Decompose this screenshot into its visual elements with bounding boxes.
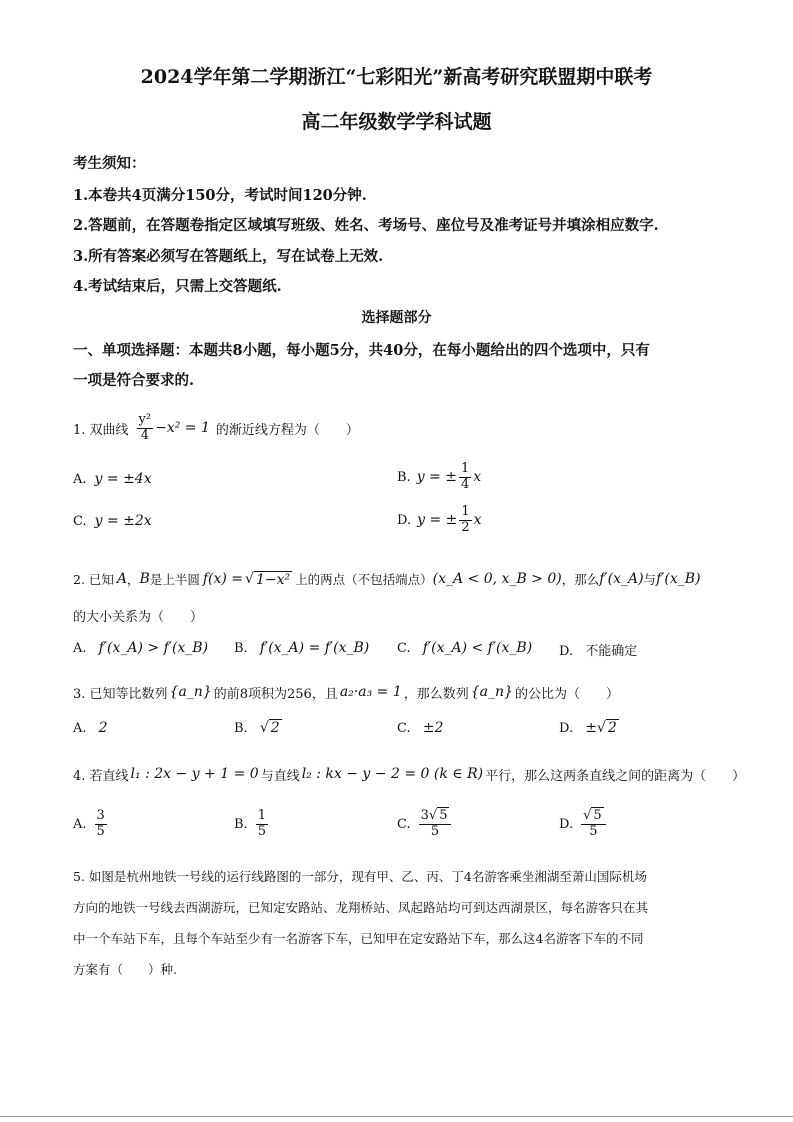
q4-d-fraction: $\frac{√ 5}{5}$ [581, 809, 606, 839]
option-label: B. [234, 721, 248, 736]
q3-b-sqrt: 2 [270, 720, 280, 736]
notice-item: 2.答题前，在答题卷指定区域填写班级、姓名、考场号、座位号及准考证号并填涂相应数字. [73, 217, 659, 234]
q2-point-a: A [116, 571, 128, 587]
q3-option-b: B. √ 2 [234, 720, 280, 736]
page-footer-divider [0, 1116, 793, 1117]
q1-eq-num: y² [138, 412, 152, 428]
q4-b-den: 5 [257, 823, 266, 839]
q1-option-a [73, 467, 152, 491]
q4-option-a [73, 804, 109, 844]
option-label: B. [234, 816, 248, 832]
option-label: A. [73, 471, 87, 487]
question-4-stem [73, 763, 745, 785]
q2-b-expr: f′(x_A) = f′(x_B) [259, 640, 370, 656]
q1-d-num: 1 [461, 504, 470, 520]
option-label: D. [559, 816, 574, 832]
notice-item: 4.考试结束后，只需上交答题纸. [73, 278, 282, 295]
q4-line2: l₂ : kx − y − 2 = 0 (k ∈ R) [301, 766, 484, 782]
q3-d-pre: ± [585, 720, 597, 736]
option-label: B. [234, 641, 248, 656]
q4-c-num-pre: 3 [420, 808, 429, 824]
q2-prefix: 2. 已知 [73, 572, 114, 587]
q1-equation [135, 413, 210, 443]
q2-point-b: B [139, 571, 150, 587]
option-label: C. [397, 721, 411, 736]
q3-prefix: 3. 已知等比数列 [73, 686, 168, 702]
question-1-stem [73, 402, 359, 454]
q4-option-d [559, 804, 608, 844]
q1-b-fraction [459, 462, 471, 492]
q3-mid1: 的前8项积为256，且 [213, 686, 338, 702]
q2-sep: ， [127, 572, 140, 587]
q1-b-var: x [473, 469, 482, 485]
question-2-stem: 2. 已知 A ， B 是上半圆 f(x) = √ 1−x² 上的两点（不包括端点） (x_A < 0, x_B > 0) ，那么 f′(x_A) 与 f′(x_B) [73, 571, 701, 588]
q1-suffix: 的渐近线方程为（ ） [215, 422, 359, 438]
question-5-line: 方案有（ ）种. [73, 962, 177, 977]
section-title: 选择题部分 [361, 310, 432, 326]
q2-option-a [73, 640, 208, 656]
q4-a-fraction [95, 809, 107, 839]
option-label: A. [73, 721, 87, 736]
q3-mid2: ，那么数列 [403, 686, 469, 702]
q1-c-expr: y = ±2x [94, 513, 152, 529]
q4-b-fraction [256, 809, 268, 839]
q4-c-den: 5 [430, 823, 440, 839]
q1-a-expr: y = ±4x [94, 471, 152, 487]
q3-seq2: {a_n} [470, 684, 513, 700]
q4-a-den: 5 [96, 823, 105, 839]
q3-option-c [397, 720, 443, 736]
notice-item: 3.所有答案必须写在答题纸上，写在试卷上无效. [73, 248, 384, 265]
q3-cond: a₂·a₃ = 1 [339, 684, 402, 700]
q4-suffix: 平行，那么这两条直线之间的距离为（ ） [485, 768, 746, 784]
q4-mid1: 与直线 [260, 768, 300, 784]
q2-cond: (x_A < 0, x_B > 0) [432, 571, 562, 587]
option-label: B. [397, 469, 411, 485]
q1-b-num: 1 [460, 461, 470, 477]
q1-eq-den: 4 [140, 427, 149, 443]
option-label: C. [397, 816, 411, 832]
q2-func: f(x) = [202, 571, 244, 587]
q1-eq-fraction [137, 413, 154, 443]
q1-d-fraction [459, 505, 471, 535]
q2-mid3: ，那么 [561, 572, 600, 587]
q2-d-text: 不能确定 [585, 644, 638, 659]
q2-option-b [234, 640, 369, 656]
q3-d-sqrt: 2 [607, 720, 617, 736]
option-label: D. [559, 721, 574, 736]
q4-a-num: 3 [96, 808, 105, 824]
q4-c-num-sqrt: 5 [439, 808, 448, 824]
notice-heading: 考生须知： [73, 155, 146, 172]
q4-d-den: 5 [589, 823, 598, 839]
q4-option-c [397, 804, 453, 844]
q3-a-expr: 2 [98, 720, 108, 736]
q2-fa: f′(x_A) [599, 571, 644, 587]
option-label: C. [397, 641, 411, 656]
q4-c-fraction: $\frac{3√ 5}{5}$ [419, 809, 452, 839]
q2-option-d [559, 640, 637, 659]
question-5-line: 5. 如图是杭州地铁一号线的运行线路图的一部分，现有甲、乙、丙、丁4名游客乘坐湘湖至萧山国际机场 [73, 869, 647, 884]
option-label: D. [559, 644, 574, 659]
q3-seq: {a_n} [169, 684, 212, 700]
option-label: C. [73, 513, 87, 529]
q1-b-den: 4 [460, 476, 470, 492]
q3-suffix: 的公比为（ ） [514, 686, 619, 702]
q1-d-lhs: y = ± [417, 512, 458, 528]
q2-sqrt-body: 1−x² [255, 571, 291, 588]
q1-d-den: 2 [461, 519, 470, 535]
q4-line1: l₁ : 2x − y + 1 = 0 [130, 766, 259, 782]
q4-prefix: 4. 若直线 [73, 768, 129, 784]
q3-c-expr: ±2 [422, 720, 444, 736]
question-5-line: 中一个车站下车，且每个车站至少有一名游客下车，已知甲在定安路站下车，那么这4名游客下车的不同 [73, 931, 644, 946]
q1-eq-rest: −x² = 1 [155, 420, 210, 436]
exam-subtitle: 高二年级数学学科试题 [301, 111, 492, 133]
q2-fb: f′(x_B) [656, 571, 701, 587]
option-label: D. [397, 512, 412, 528]
section-instruction: 一、单项选择题：本题共8小题，每小题5分，共40分，在每小题给出的四个选项中，只有 [73, 342, 650, 359]
question-3-stem [73, 681, 619, 703]
q1-b-lhs: y = ± [416, 469, 457, 485]
question-5-line: 方向的地铁一号线去西湖游玩，已知定安路站、龙翔桥站、凤起路站均可到达西湖景区，每名游客只在其 [73, 900, 649, 915]
option-label: A. [73, 816, 87, 832]
q1-prefix: 1. 双曲线 [73, 422, 129, 438]
q2-c-expr: f′(x_A) < f′(x_B) [422, 640, 533, 656]
q2-mid1: 是上半圆 [149, 572, 200, 587]
q4-b-num: 1 [257, 808, 266, 824]
q2-line2: 的大小关系为（ ） [73, 610, 204, 625]
q2-a-expr: f′(x_A) > f′(x_B) [98, 640, 209, 656]
section-instruction-cont: 一项是符合要求的. [73, 372, 195, 389]
exam-title: 2024学年第二学期浙江“七彩阳光”新高考研究联盟期中联考 [140, 66, 653, 88]
q1-option-b [397, 458, 481, 496]
q2-mid2: 上的两点（不包括端点） [295, 572, 433, 587]
q1-option-d [397, 501, 482, 539]
q3-option-a [73, 720, 108, 736]
q4-d-num-sqrt: 5 [593, 808, 602, 824]
q4-option-b [234, 804, 270, 844]
option-label: A. [73, 641, 87, 656]
q3-option-d: D. ±√ 2 [559, 720, 617, 736]
q1-d-var: x [473, 512, 482, 528]
notice-item: 1.本卷共4页满分150分，考试时间120分钟. [73, 187, 367, 204]
q1-option-c [73, 509, 152, 533]
q2-option-c [397, 640, 532, 656]
q2-and: 与 [643, 572, 657, 587]
